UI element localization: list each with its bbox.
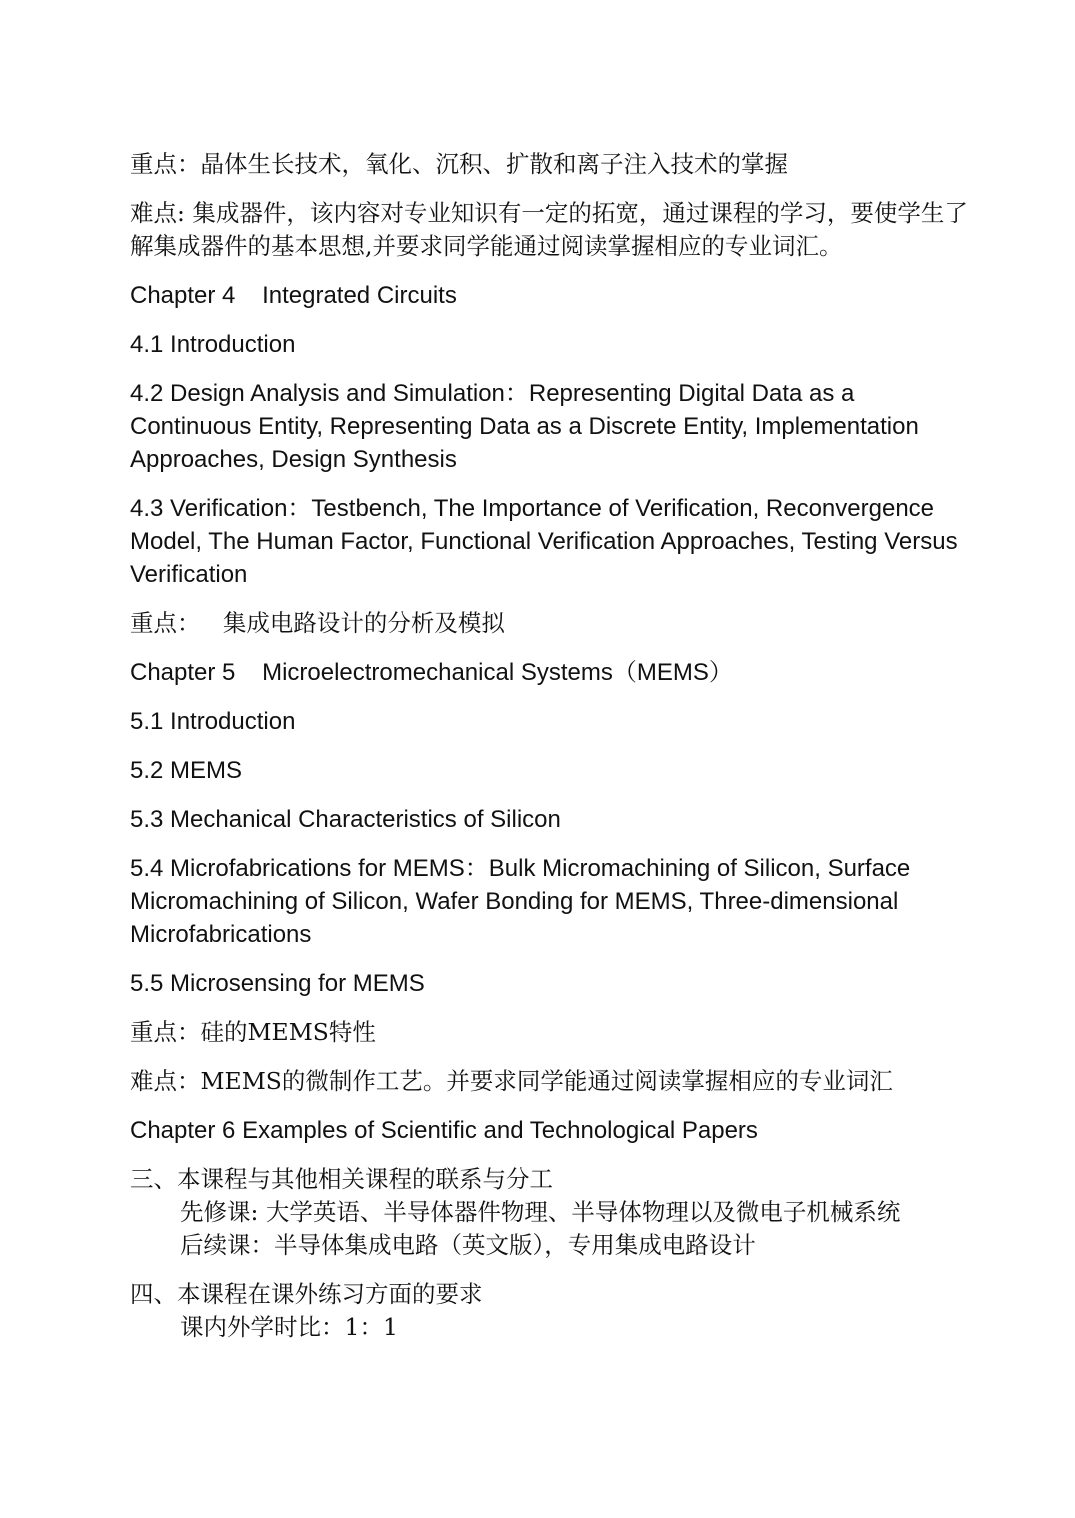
followup-courses: 后续课：半导体集成电路（英文版），专用集成电路设计 — [180, 1231, 756, 1259]
document-page — [130, 148, 970, 1344]
section-4-3: 4.3 Verification：Testbench, The Importance of Verification, Reconvergence Model, The Human Factor, Functional Verification Approaches, Testing Versus Verification — [130, 495, 965, 588]
chapter-6-heading: Chapter 6 Examples of Scientific and Technological Papers — [130, 1117, 758, 1144]
chapter-4-heading: Chapter 4 Integrated Circuits — [130, 282, 457, 309]
chapter-4-key-points: 重点： 集成电路设计的分析及模拟 — [130, 609, 505, 637]
chapter-5-heading: Chapter 5 Microelectromechanical Systems（MEMS） — [130, 659, 733, 686]
section-4-2: 4.2 Design Analysis and Simulation：Representing Digital Data as a Continuous Entity, Representing Data as a Discrete Entity, Implementation Approaches, Design Synthesis — [130, 380, 925, 473]
chapter-5-difficult-points: 难点：MEMS的微制作工艺。并要求同学能通过阅读掌握相应的专业词汇 — [130, 1067, 893, 1095]
prerequisite-courses: 先修课: 大学英语、半导体器件物理、半导体物理以及微电子机械系统 — [180, 1198, 901, 1226]
section-5-4: 5.4 Microfabrications for MEMS：Bulk Micromachining of Silicon, Surface Micromachining of Silicon, Wafer Bonding for MEMS, Three-dimensional Microfabrications — [130, 855, 917, 948]
key-points-paragraph: 重点：晶体生长技术，氧化、沉积、扩散和离子注入技术的掌握 — [130, 150, 788, 178]
hours-ratio: 课内外学时比：1：1 — [180, 1313, 398, 1341]
section-5-3: 5.3 Mechanical Characteristics of Silicon — [130, 806, 561, 833]
chapter-5-key-points: 重点：硅的MEMS特性 — [130, 1018, 376, 1046]
section-5-2: 5.2 MEMS — [130, 757, 243, 784]
section-4-heading: 四、本课程在课外练习方面的要求 — [130, 1280, 483, 1308]
section-5-5: 5.5 Microsensing for MEMS — [130, 970, 425, 997]
difficult-points-paragraph: 难点: 集成器件，该内容对专业知识有一定的拓宽，通过课程的学习，要使学生了解集成器件的基本思想,并要求同学能通过阅读掌握相应的专业词汇。 — [130, 199, 968, 260]
section-4-1: 4.1 Introduction — [130, 331, 296, 358]
section-5-1: 5.1 Introduction — [130, 708, 296, 735]
section-3-heading: 三、本课程与其他相关课程的联系与分工 — [130, 1165, 553, 1193]
